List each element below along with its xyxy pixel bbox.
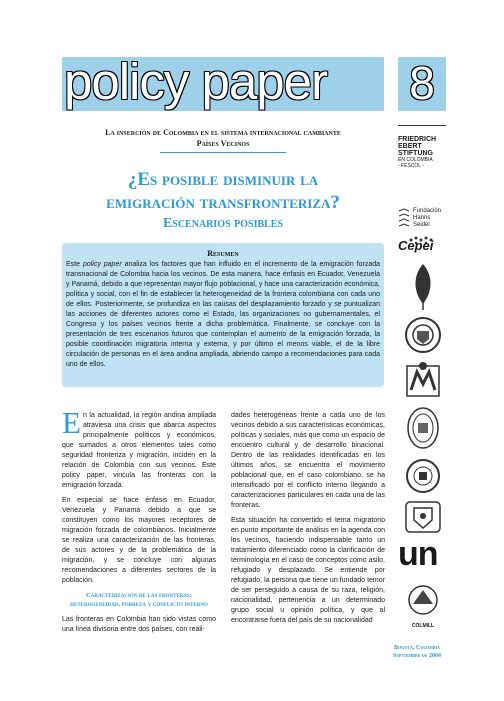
round-seal-icon xyxy=(405,458,441,494)
cepei-logo: Cepei xyxy=(398,238,434,253)
paragraph xyxy=(62,405,216,491)
sidebar-rule xyxy=(398,125,446,126)
fescol-logo xyxy=(398,136,446,169)
abstract-text-rest: analiza los factores que han influido en el incremento de la emigración forzada transnacional de Colombia hacia los vecinos. De esta manera, hace énfasis en Ecuador, Venezuela y Panamá, debido a que representan mayor flujo poblacional, y hace una caracterización económica, política y social, con el fin de establecer la heterogeneidad de la frontera colombiana con cada uno de ellos. Posteriormente, se profundiza en las causas del desplazamiento forzado y se puntualizan las acciones de diferentes actores como el Estado, las organizaciones no gubernamentales, el Congreso y los países vecinos frente a dicha problemática. Finalmente, se concluye con la presentación de tres escenarios futuros que contemplan el aumento de la emigración forzada, la posible coordinación migratoria interna y externa, y por último el menos viable, el de la libre circulación de personas en el área andina ampliada, abriendo campo a recomendaciones para cada uno de ellos. xyxy=(66,261,380,368)
section-heading: Caracterización de las fronteras: heterogeneidad, pobreza y conflicto interno xyxy=(70,592,208,608)
series-rule xyxy=(160,152,286,153)
leaf-emblem-icon xyxy=(406,262,440,312)
oval-seal-icon xyxy=(406,406,440,450)
issue-number: 8 xyxy=(409,57,435,109)
fes-line: EBERT xyxy=(398,143,422,150)
colmill-label: COLMILL xyxy=(411,623,435,629)
drop-cap: E xyxy=(62,405,81,440)
abstract-heading: Resumen xyxy=(207,249,239,258)
body-column-1 xyxy=(62,405,216,640)
place-date xyxy=(370,644,464,660)
paragraph: En especial se hace énfasis en Ecuador, Venezuela y Panamá debido a que se constituyen como los mayores receptores de migración forzada de colombianos. Inicialmente se realiza una caracterización de las fronteras, de sus actores y de la problemática de la migración, y se concluye con algunas recomendaciones a diferentes sectores de la población. xyxy=(62,497,216,584)
crest-emblem-icon xyxy=(404,316,442,354)
place: Bogotá, Colombia xyxy=(393,645,440,651)
colmill-seal-icon xyxy=(405,584,441,622)
hanns-seidel-logo xyxy=(413,208,461,229)
page-subtitle: Escenarios posibles xyxy=(162,216,284,231)
page-title xyxy=(62,168,384,214)
paragraph: Las fronteras en Colombia han sido vistas como una línea divisoria entre dos países, con reali- xyxy=(62,616,216,633)
title-line-1: ¿Es posible disminuir la xyxy=(127,169,319,190)
fhs-line: Hanns xyxy=(413,215,431,221)
un-logo: un xyxy=(398,535,438,573)
fes-line: EN COLOMBIA xyxy=(398,157,433,163)
fes-line: STIFTUNG xyxy=(398,150,433,157)
abstract-text xyxy=(66,260,380,370)
fes-line: - FESCOL - xyxy=(398,163,424,169)
university-seal-icon xyxy=(405,360,441,400)
series-line-2: Países Vecinos xyxy=(196,139,250,148)
paragraph-text: n la actualidad, la región andina ampliada atraviesa una crisis que abarca aspectos principalmente políticos y económicos, que sumados a otros elementos tales como seguridad fronteriza y migración, inciden en la relación de Colombia con sus vecinos. Este policy paper, vincula las fronteras con la emigración forzada. xyxy=(62,412,216,489)
paragraph: dades heterogéneas frente a cada uno de los vecinos debido a sus características económicas, políticas y sociales, más que como un espacio de encuentro cultural y de desarrollo binacional. Dentro de las realidades identificadas en los últimos años, se encuentra el movimiento poblacional que, en el caso colombiano, se ha intensificado por el conflicto interno llegando a caracterizaciones particulares en cada una de las fronteras. xyxy=(231,412,385,509)
body-column-2 xyxy=(231,411,385,631)
paragraph: Esta situación ha convertido el tema migratorio en punto importante de análisis en la agenda con los vecinos, haciendo indispensable tanto un tratamiento diferenciado como la clarificación de terminología en el caso de conceptos como asilo, refugiado y desplazado. Se entiende por refugiado, la persona que tiene un fundado temor de ser perseguido a causa de su raza, religión, nacionalidad, pertenencia a un determinado grupo social u opinión política, y que al encontrarse fuera del país de su nacionalidad xyxy=(231,517,385,624)
fhs-line: Seidel xyxy=(413,222,430,228)
title-line-2: emigración transfronteriza? xyxy=(106,192,340,213)
series-line-1: La inserción de Colombia en el sistema internacional cambiante xyxy=(105,128,341,137)
fes-line: FRIEDRICH xyxy=(398,136,437,143)
fhs-line: Fundación xyxy=(413,208,442,214)
date: Septiembre de 2004 xyxy=(393,653,441,659)
series-heading xyxy=(62,127,384,149)
abstract-text-start: Este xyxy=(66,261,83,268)
banner-title: policy paper xyxy=(64,53,327,110)
abstract-italic: policy paper xyxy=(82,261,122,268)
hanns-seidel-emblem-icon xyxy=(398,208,410,230)
shield-seal-icon xyxy=(404,500,442,534)
